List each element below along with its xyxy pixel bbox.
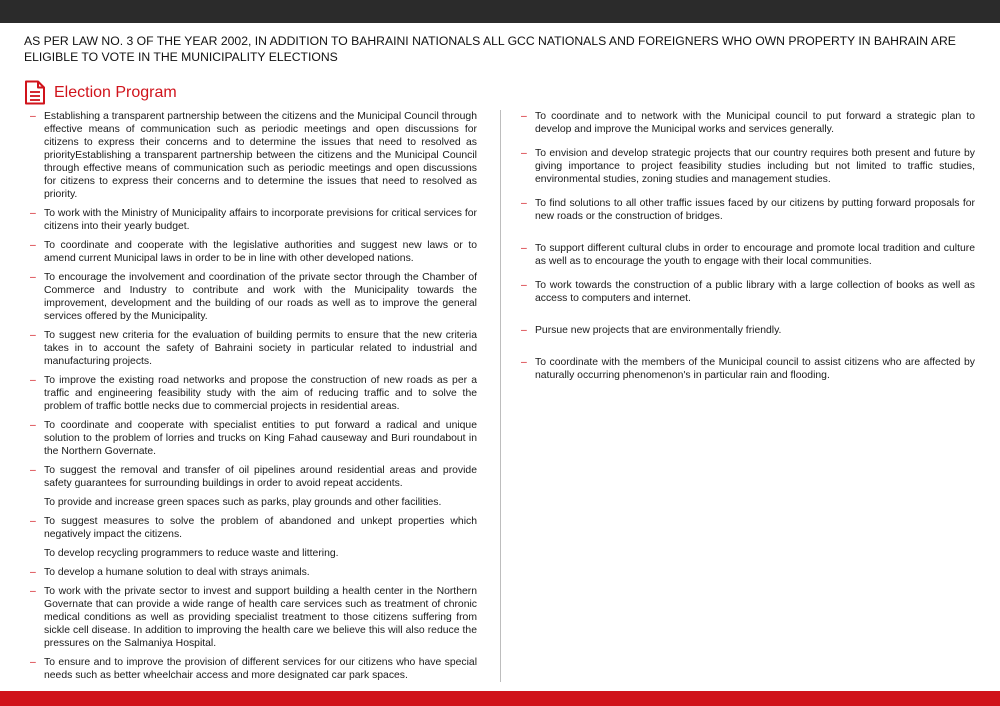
dash-bullet-icon: – — [30, 330, 36, 341]
list-item — [30, 329, 477, 368]
list-item-text: To provide and increase green spaces such as parks, play grounds and other facilities. — [44, 497, 442, 508]
dash-bullet-icon: – — [30, 586, 36, 597]
list-item-text: To find solutions to all other traffic issues faced by our citizens by putting forward proposals for new roads or the construction of bridges. — [535, 198, 975, 222]
list-item — [30, 374, 477, 413]
dash-bullet-icon: – — [30, 465, 36, 476]
list-item — [521, 324, 975, 337]
list-item — [30, 419, 477, 458]
list-item — [30, 110, 477, 201]
list-item-text: To suggest new criteria for the evaluation of building permits to ensure that the new criteria takes in to account the safety of Bahraini society in particular related to industrial and manufacturing projects. — [44, 330, 477, 367]
document-icon — [24, 80, 46, 105]
dash-bullet-icon: – — [521, 357, 527, 368]
list-item — [30, 239, 477, 265]
list-item — [30, 656, 477, 682]
dash-bullet-icon: – — [30, 420, 36, 431]
list-item-text: To envision and develop strategic projects that our country requires both present and future by giving importance to project feasibility studies including but not limited to traffic studies, environmental studies, zoning studies and management studies. — [535, 148, 975, 185]
list-item-text: To coordinate and cooperate with specialist entities to put forward a radical and unique solution to the problem of lorries and trucks on King Fahad causeway and Buri roundabout in the Northern Governate. — [44, 420, 477, 457]
list-item-text: To develop a humane solution to deal with strays animals. — [44, 567, 310, 578]
list-item-text: To work with the private sector to invest and support building a health center in the Northern Governate that can provide a wide range of health care services such as treatment of chronic medical conditions as well as providing specialist treatment to those citizens suffering from sickle cell disease. In addition to improving the health care we believe this will also reduce the pressures on the Salmaniya Hospital. — [44, 586, 477, 649]
list-item — [521, 279, 975, 305]
dash-bullet-icon: – — [30, 567, 36, 578]
list-item-text: To coordinate with the members of the Municipal council to assist citizens who are affected by naturally occurring phenomenon's in particular rain and flooding. — [535, 357, 975, 381]
section-heading — [24, 80, 177, 105]
dash-bullet-icon: – — [521, 325, 527, 336]
list-item-text: To work towards the construction of a public library with a large collection of books as well as access to computers and internet. — [535, 280, 975, 304]
list-item — [30, 547, 477, 560]
list-item-text: To work with the Ministry of Municipality affairs to incorporate previsions for critical services for citizens into their yearly budget. — [44, 208, 477, 232]
list-item — [30, 515, 477, 541]
column-divider — [500, 110, 501, 682]
left-column — [30, 110, 477, 688]
dash-bullet-icon: – — [521, 111, 527, 122]
bottom-bar — [0, 691, 1000, 706]
list-item-text: To encourage the involvement and coordination of the private sector through the Chamber of Commerce and Industry to contribute and work with the Municipality towards the improvement, development and the building of our roads as well as to improve the general services offered by the Municipality. — [44, 272, 477, 322]
eligibility-notice: AS PER LAW NO. 3 OF THE YEAR 2002, IN ADDITION TO BAHRAINI NATIONALS ALL GCC NATIONALS AND FOREIGNERS WHO OWN PROPERTY IN BAHRAIN ARE ELIGIBLE TO VOTE IN THE MUNICIPALITY ELECTIONS — [24, 34, 956, 64]
top-bar — [0, 0, 1000, 23]
list-item — [521, 242, 975, 268]
section-title: Election Program — [54, 83, 177, 101]
dash-bullet-icon: – — [521, 198, 527, 209]
list-item — [30, 496, 477, 509]
dash-bullet-icon: – — [30, 272, 36, 283]
list-item-text: To ensure and to improve the provision of different services for our citizens who have special needs such as better wheelchair access and more designated car park spaces. — [44, 657, 477, 681]
list-item-text: To support different cultural clubs in order to encourage and promote local tradition and culture as well as to encourage the youth to engage with their local communities. — [535, 243, 975, 267]
dash-bullet-icon: – — [30, 240, 36, 251]
list-item — [30, 464, 477, 490]
dash-bullet-icon: – — [30, 208, 36, 219]
dash-bullet-icon: – — [30, 657, 36, 668]
list-item-text: Pursue new projects that are environmentally friendly. — [535, 325, 782, 336]
list-item — [521, 356, 975, 382]
list-item — [30, 207, 477, 233]
dash-bullet-icon: – — [521, 280, 527, 291]
list-item-text: To suggest the removal and transfer of oil pipelines around residential areas and provide safety guarantees for surrounding buildings in order to avoid repeat accidents. — [44, 465, 477, 489]
list-item-text: To suggest measures to solve the problem of abandoned and unkept properties which negatively impact the citizens. — [44, 516, 477, 540]
list-item-text: Establishing a transparent partnership between the citizens and the Municipal Council through effective means of communication such as periodic meetings and open discussions for citizens to express their concerns and to determine the issues that need to resolved as priorityEstablishing a transparent partnership between the citizens and the Municipal Council through effective means of communication such as periodic meetings and open discussions for citizens to express their concerns and to determine the issues that need to resolved as priority. — [44, 111, 477, 200]
list-item-text: To develop recycling programmers to reduce waste and littering. — [44, 548, 339, 559]
right-column — [521, 110, 975, 393]
dash-bullet-icon: – — [30, 111, 36, 122]
list-item — [30, 585, 477, 650]
dash-bullet-icon: – — [521, 148, 527, 159]
dash-bullet-icon: – — [521, 243, 527, 254]
list-item-text: To coordinate and to network with the Municipal council to put forward a strategic plan to develop and improve the Municipal works and services generally. — [535, 111, 975, 135]
list-item — [30, 271, 477, 323]
list-item-text: To improve the existing road networks and propose the construction of new roads as per a traffic and engineering feasibility study with the aim of reducing traffic and to solve the problem of traffic bottle necks due to commercial projects in residential areas. — [44, 375, 477, 412]
list-item — [521, 197, 975, 223]
list-item-text: To coordinate and cooperate with the legislative authorities and suggest new laws or to amend current Municipal laws in order to be in line with other developed nations. — [44, 240, 477, 264]
list-item — [30, 566, 477, 579]
dash-bullet-icon: – — [30, 516, 36, 527]
list-item — [521, 147, 975, 186]
list-item — [521, 110, 975, 136]
dash-bullet-icon: – — [30, 375, 36, 386]
